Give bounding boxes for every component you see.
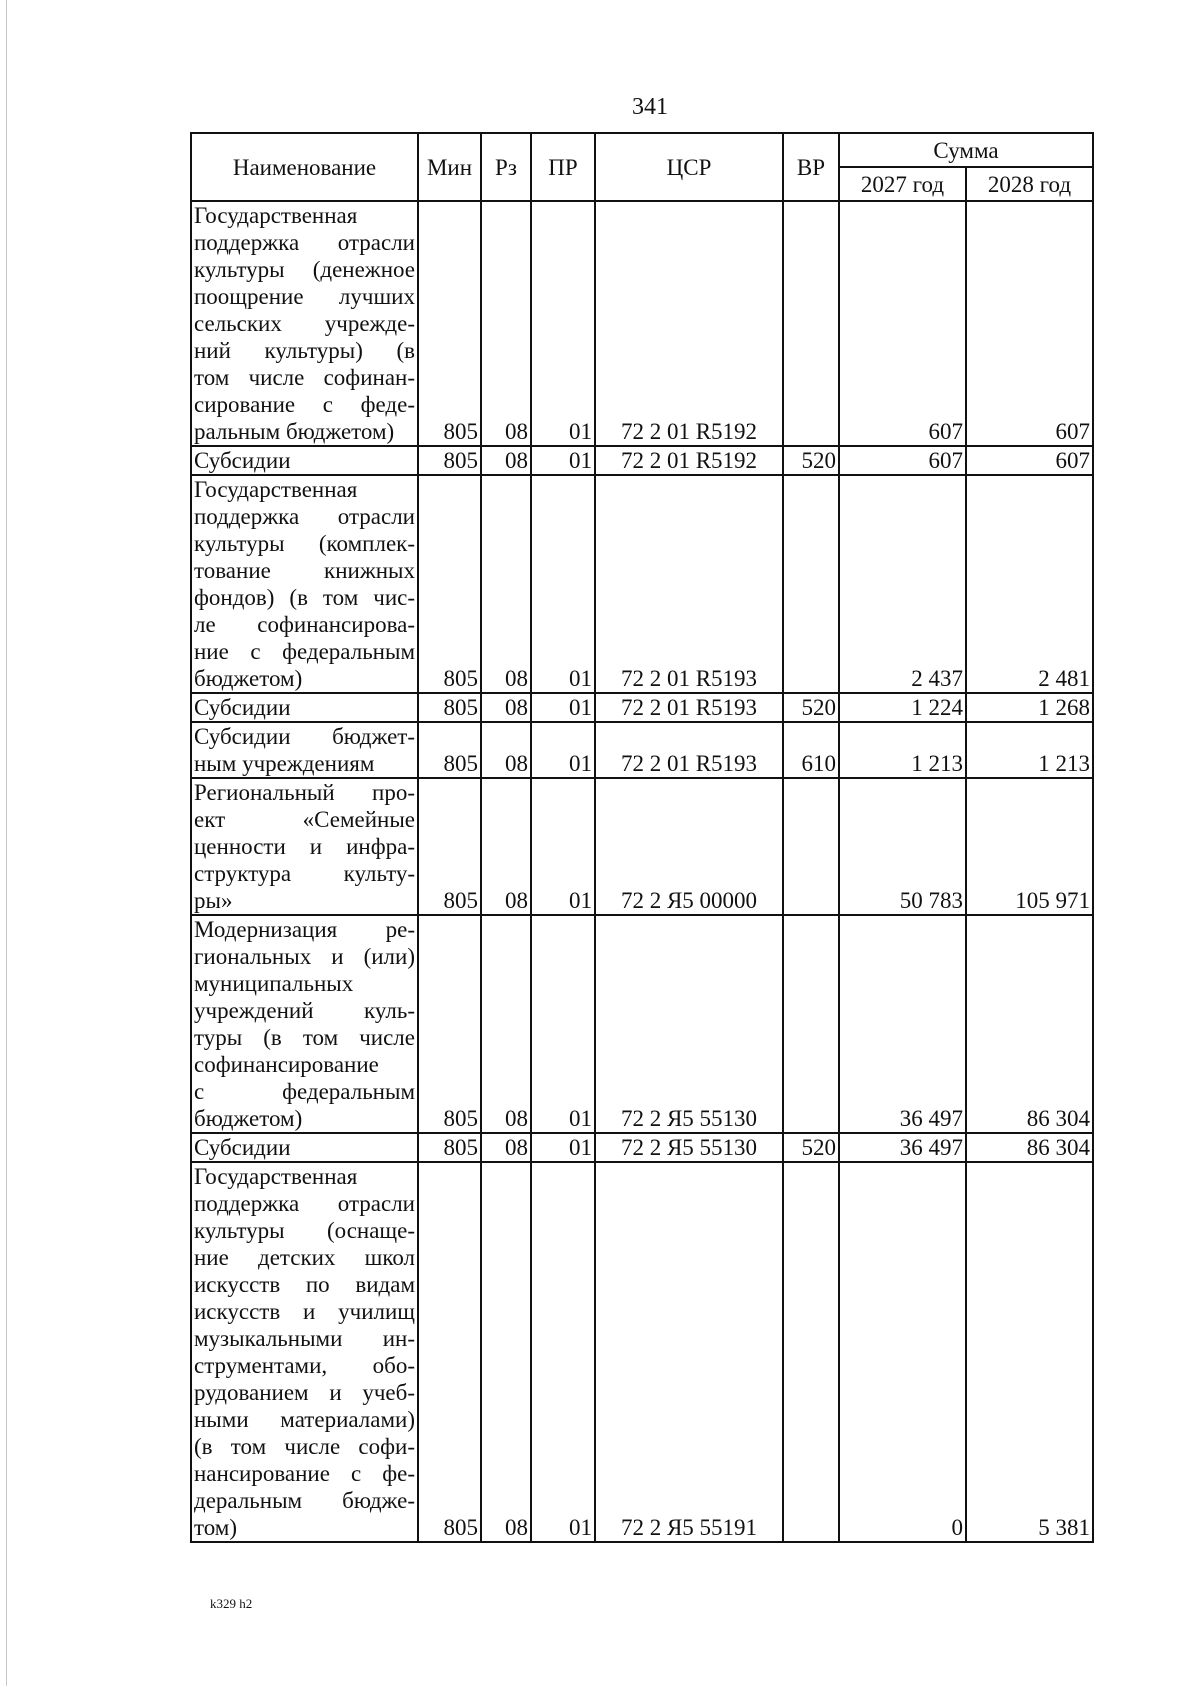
row-min: 805 xyxy=(418,778,481,915)
row-name-line: культуры (оснаще- xyxy=(194,1218,415,1243)
row-sum-2027: 36 497 xyxy=(839,1133,966,1162)
row-name-line: Государственная xyxy=(194,477,358,502)
header-csr: ЦСР xyxy=(595,133,783,201)
header-pr: ПР xyxy=(531,133,595,201)
row-name-line: поддержка отрасли xyxy=(194,230,415,255)
row-name-line: Государственная xyxy=(194,203,358,228)
row-name-line: гиональных и (или) xyxy=(194,944,415,969)
row-vr: 520 xyxy=(783,446,839,475)
row-csr: 72 2 01 R5192 xyxy=(595,446,783,475)
row-pr: 01 xyxy=(531,201,595,446)
row-name-line: искусств по видам xyxy=(194,1272,415,1297)
row-csr: 72 2 Я5 55130 xyxy=(595,915,783,1133)
row-sum-2027: 2 437 xyxy=(839,475,966,693)
row-csr: 72 2 01 R5193 xyxy=(595,475,783,693)
row-min: 805 xyxy=(418,1162,481,1542)
row-name-line: ным учреждениям xyxy=(194,751,375,776)
header-sum: Сумма xyxy=(839,133,1093,167)
row-vr xyxy=(783,1162,839,1542)
row-name-line: том) xyxy=(194,1515,238,1540)
row-name-line: ральным бюджетом) xyxy=(194,419,395,444)
row-name-line: Субсидии бюджет- xyxy=(194,724,415,749)
row-vr: 520 xyxy=(783,1133,839,1162)
row-sum-2028: 607 xyxy=(966,446,1093,475)
row-min: 805 xyxy=(418,1133,481,1162)
row-name xyxy=(191,778,418,915)
header-year-2027: 2027 год xyxy=(839,167,966,201)
row-name-line: Субсидии xyxy=(194,1135,291,1160)
row-rz: 08 xyxy=(481,1162,531,1542)
row-sum-2027: 36 497 xyxy=(839,915,966,1133)
row-sum-2028: 2 481 xyxy=(966,475,1093,693)
header-rz: Рз xyxy=(481,133,531,201)
header-vr: ВР xyxy=(783,133,839,201)
row-rz: 08 xyxy=(481,722,531,778)
row-rz: 08 xyxy=(481,778,531,915)
row-sum-2028: 105 971 xyxy=(966,778,1093,915)
header-name: Наименование xyxy=(191,133,418,201)
row-sum-2027: 607 xyxy=(839,446,966,475)
row-name-line: ными материалами) xyxy=(194,1407,415,1432)
row-sum-2028: 607 xyxy=(966,201,1093,446)
scan-edge-line xyxy=(6,0,7,1686)
row-name-line: Субсидии xyxy=(194,695,291,720)
row-csr: 72 2 Я5 55191 xyxy=(595,1162,783,1542)
row-vr xyxy=(783,778,839,915)
row-vr xyxy=(783,201,839,446)
header-min: Мин xyxy=(418,133,481,201)
row-csr: 72 2 Я5 00000 xyxy=(595,778,783,915)
footer-code: k329 h2 xyxy=(210,1596,253,1611)
row-pr: 01 xyxy=(531,446,595,475)
row-name xyxy=(191,446,418,475)
row-name-line: муниципальных xyxy=(194,971,354,996)
row-name-line: ний культуры) (в xyxy=(194,338,415,363)
row-name-line: поддержка отрасли xyxy=(194,1191,415,1216)
row-csr: 72 2 Я5 55130 xyxy=(595,1133,783,1162)
row-name-line: культуры (комплек- xyxy=(194,531,415,556)
row-name-line: сельских учрежде- xyxy=(194,311,415,336)
row-csr: 72 2 01 R5193 xyxy=(595,693,783,722)
row-sum-2027: 607 xyxy=(839,201,966,446)
row-csr: 72 2 01 R5193 xyxy=(595,722,783,778)
header-year-2028: 2028 год xyxy=(966,167,1093,201)
row-min: 805 xyxy=(418,201,481,446)
table-body xyxy=(191,201,1093,1542)
row-name-line: музыкальными ин- xyxy=(194,1326,415,1351)
row-rz: 08 xyxy=(481,1133,531,1162)
row-name xyxy=(191,1162,418,1542)
row-name-line: ние с федеральным xyxy=(194,639,415,664)
table-row xyxy=(191,201,1093,446)
row-min: 805 xyxy=(418,693,481,722)
table-row xyxy=(191,475,1093,693)
row-sum-2028: 86 304 xyxy=(966,915,1093,1133)
row-sum-2028: 5 381 xyxy=(966,1162,1093,1542)
row-name-line: том числе софинан- xyxy=(194,365,415,390)
row-name-line: Субсидии xyxy=(194,448,291,473)
row-name-line: структура культу- xyxy=(194,861,415,886)
budget-table xyxy=(190,132,1094,1543)
row-name-line: поддержка отрасли xyxy=(194,504,415,529)
row-name-line: поощрение лучших xyxy=(194,284,415,309)
row-name-line: (в том числе софи- xyxy=(194,1434,415,1459)
row-name xyxy=(191,201,418,446)
row-pr: 01 xyxy=(531,1162,595,1542)
row-sum-2028: 1 268 xyxy=(966,693,1093,722)
row-name-line: учреждений куль- xyxy=(194,998,415,1023)
row-name-line: туры (в том числе xyxy=(194,1025,415,1050)
row-name-line: тование книжных xyxy=(194,558,415,583)
row-rz: 08 xyxy=(481,446,531,475)
row-pr: 01 xyxy=(531,475,595,693)
row-name-line: сирование с феде- xyxy=(194,392,415,417)
row-name-line: ект «Семейные xyxy=(194,807,415,832)
row-sum-2028: 86 304 xyxy=(966,1133,1093,1162)
row-name-line: софинансирование xyxy=(194,1052,379,1077)
row-name-line: ры» xyxy=(194,888,233,913)
row-sum-2027: 1 224 xyxy=(839,693,966,722)
row-name xyxy=(191,475,418,693)
row-name-line: фондов) (в том чис- xyxy=(194,585,415,610)
row-rz: 08 xyxy=(481,693,531,722)
row-min: 805 xyxy=(418,446,481,475)
table-row xyxy=(191,722,1093,778)
row-name-line: ние детских школ xyxy=(194,1245,415,1270)
row-rz: 08 xyxy=(481,201,531,446)
table-row xyxy=(191,1133,1093,1162)
row-name xyxy=(191,1133,418,1162)
row-name-line: деральным бюдже- xyxy=(194,1488,415,1513)
row-vr xyxy=(783,915,839,1133)
row-name-line: бюджетом) xyxy=(194,666,303,691)
row-vr: 610 xyxy=(783,722,839,778)
row-name-line: струментами, обо- xyxy=(194,1353,415,1378)
row-sum-2027: 1 213 xyxy=(839,722,966,778)
row-pr: 01 xyxy=(531,915,595,1133)
row-name-line: культуры (денежное xyxy=(194,257,415,282)
page-number: 341 xyxy=(632,94,668,120)
row-csr: 72 2 01 R5192 xyxy=(595,201,783,446)
row-name xyxy=(191,915,418,1133)
row-sum-2028: 1 213 xyxy=(966,722,1093,778)
table-row xyxy=(191,915,1093,1133)
row-name-line: ле софинансирова- xyxy=(194,612,415,637)
row-name-line: бюджетом) xyxy=(194,1106,303,1131)
row-rz: 08 xyxy=(481,475,531,693)
row-pr: 01 xyxy=(531,722,595,778)
table-row xyxy=(191,446,1093,475)
row-name-line: нансирование с фе- xyxy=(194,1461,415,1486)
table-row xyxy=(191,1162,1093,1542)
row-name-line: Региональный про- xyxy=(194,780,415,805)
row-vr: 520 xyxy=(783,693,839,722)
row-sum-2027: 0 xyxy=(839,1162,966,1542)
row-pr: 01 xyxy=(531,778,595,915)
table-row xyxy=(191,693,1093,722)
row-name-line: искусств и училищ xyxy=(194,1299,415,1324)
row-pr: 01 xyxy=(531,693,595,722)
row-name xyxy=(191,693,418,722)
row-min: 805 xyxy=(418,722,481,778)
row-name-line: ценности и инфра- xyxy=(194,834,415,859)
row-sum-2027: 50 783 xyxy=(839,778,966,915)
row-name-line: рудованием и учеб- xyxy=(194,1380,415,1405)
row-name-line: с федеральным xyxy=(194,1079,415,1104)
row-vr xyxy=(783,475,839,693)
table-header xyxy=(191,133,1093,201)
row-min: 805 xyxy=(418,475,481,693)
row-name-line: Модернизация ре- xyxy=(194,917,415,942)
row-pr: 01 xyxy=(531,1133,595,1162)
row-rz: 08 xyxy=(481,915,531,1133)
table-row xyxy=(191,778,1093,915)
row-name xyxy=(191,722,418,778)
row-min: 805 xyxy=(418,915,481,1133)
row-name-line: Государственная xyxy=(194,1164,358,1189)
